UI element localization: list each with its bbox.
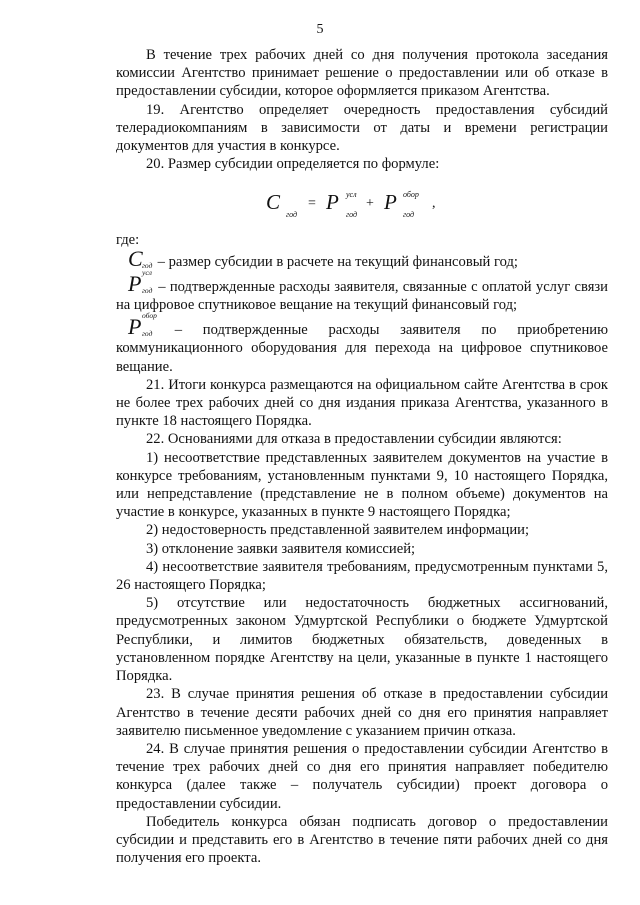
paragraph-24: 24. В случае принятия решения о предоставлении субсидии Агентство в течение трех рабочих дней со дня его принятия направляет победителю конкурса (далее также – получатель субсидии) проект договора о предоставлении субсидии. — [116, 740, 608, 812]
symbol-p-usl-sub: год — [142, 285, 153, 295]
paragraph-winner: Победитель конкурса обязан подписать договор о предоставлении субсидии и представить его в Агентство в течение пяти рабочих дней со дня получения его проекта. — [116, 813, 608, 867]
paragraph-19: 19. Агентство определяет очередность предоставления субсидий телерадиокомпаниям в зависимости от даты и времени регистрации документов для участия в конкурсе. — [116, 101, 608, 155]
symbol-p-obor-sup: обор — [142, 311, 157, 321]
definition-p-usl-text: – подтвержденные расходы заявителя, связанные с оплатой услуг связи на цифровое спутниковое вещание на текущий финансовый год; — [116, 278, 608, 314]
symbol-p-obor — [128, 311, 157, 340]
list-item-3: 3) отклонение заявки заявителя комиссией; — [146, 540, 416, 557]
formula-comma: , — [432, 196, 436, 212]
definition-c-text: – размер субсидии в расчете на текущий финансовый год; — [154, 253, 518, 270]
formula-c: С — [266, 190, 281, 215]
formula-c-sub: год — [286, 210, 298, 220]
list-item-2: 2) недостоверность представленной заявителем информации; — [146, 522, 530, 539]
formula-p1-sup: усл — [346, 190, 357, 200]
page-number: 5 — [316, 22, 324, 37]
formula-p2: Р — [384, 190, 397, 215]
formula-p2-sup: обор — [403, 190, 419, 200]
definition-p-obor — [116, 311, 608, 376]
paragraph-21: 21. Итоги конкурса размещаются на официальном сайте Агентства в срок не более трех рабочих дней со дня издания приказа Агентства, указанного в пункте 18 настоящего Порядка. — [116, 376, 608, 430]
formula-equals: = — [308, 196, 316, 212]
symbol-p-obor-letter: Р — [128, 314, 142, 340]
definition-c — [116, 245, 608, 271]
subsidy-formula — [116, 173, 608, 231]
paragraph-22: 22. Основаниями для отказа в предоставлении субсидии являются: — [146, 431, 562, 448]
where-label: где: — [116, 232, 140, 249]
formula-plus: + — [366, 196, 374, 212]
definition-p-obor-text: – подтвержденные расходы заявителя по приобретению коммуникационного оборудования для перехода на цифровое спутниковое вещание. — [116, 322, 608, 375]
formula-p2-sub: год — [403, 210, 415, 220]
symbol-c — [128, 245, 154, 271]
list-item-5: 5) отсутствие или недостаточность бюджетных ассигнований, предусмотренных законом Удмуртской Республики о бюджете Удмуртской Республики, и лимитов бюджетных обязательств, доведенных в установленном порядке Агентству на цели, указанные в пункте 1 настоящего Порядка. — [116, 595, 608, 685]
formula-p1-sub: год — [346, 210, 358, 220]
symbol-p-obor-sub: год — [142, 329, 153, 339]
document-body — [116, 46, 608, 867]
symbol-p-usl-sup: усл — [142, 267, 152, 277]
paragraph-20: 20. Размер субсидии определяется по формуле: — [146, 156, 440, 173]
symbol-p-usl-letter: Р — [128, 270, 142, 296]
list-item-1: 1) несоответствие представленных заявителем документов на участие в конкурсе требованиям, установленным пунктами 9, 10 настоящего Порядка, или непредставление (представление не в полном объеме) документов на участие в конкурсе, указанных в пункте 9 настоящего Порядка; — [116, 449, 608, 521]
formula-p1: Р — [326, 190, 339, 215]
symbol-p-usl — [128, 267, 154, 296]
paragraph-23: 23. В случае принятия решения об отказе в предоставлении субсидии Агентство в течение десяти рабочих дней со дня его принятия направляет заявителю письменное уведомление с указанием причин отказа. — [116, 686, 608, 739]
symbol-c-letter: С — [128, 245, 143, 271]
symbol-c-sub: год — [142, 260, 153, 270]
definition-p-usl — [116, 267, 608, 314]
paragraph-decision: В течение трех рабочих дней со дня получения протокола заседания комиссии Агентство принимает решение о предоставлении или об отказе в предоставлении субсидии, которое оформляется приказом Агентства. — [116, 47, 608, 100]
list-item-4: 4) несоответствие заявителя требованиям, предусмотренным пунктами 5, 26 настоящего Порядка; — [116, 558, 608, 594]
